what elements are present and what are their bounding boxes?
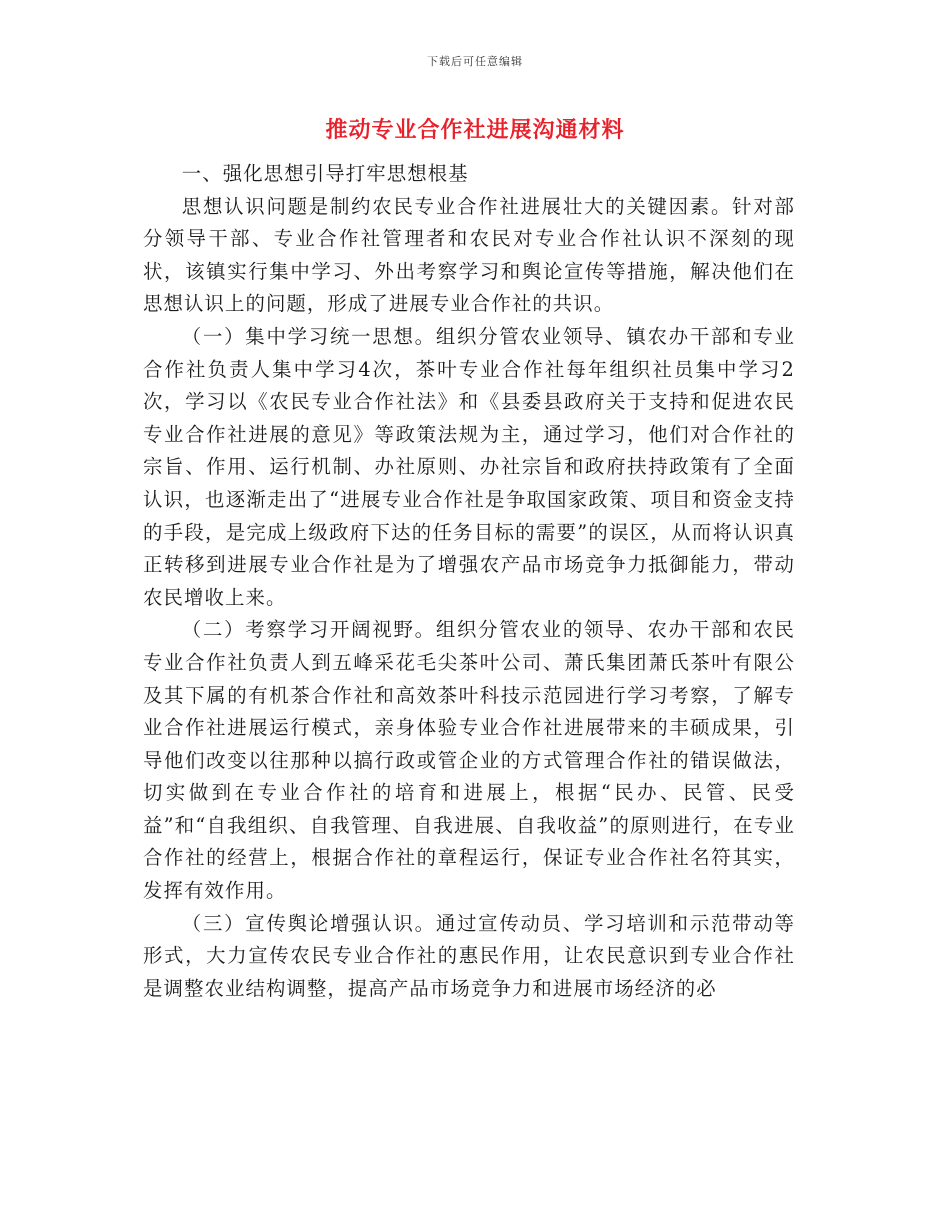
header-note: 下载后可任意编辑: [427, 55, 523, 68]
paragraph-intro: 思想认识问题是制约农民专业合作社进展壮大的关键因素。针对部分领导干部、专业合作社管理者和农民对专业合作社认识不深刻的现状，该镇实行集中学习、外出考察学习和舆论宣传等措施，解决他们在思想认识上的问题，形成了进展专业合作社的共识。: [143, 194, 795, 316]
paragraph-item-3: （三）宣传舆论增强认识。通过宣传动员、学习培训和示范带动等形式，大力宣传农民专业合作社的惠民作用，让农民意识到专业合作社是调整农业结构调整，提高产品市场竞争力和进展市场经济的必: [143, 911, 795, 1000]
document-title: 推动专业合作社进展沟通材料: [325, 118, 625, 143]
paragraph-item-1: （一）集中学习统一思想。组织分管农业领导、镇农办干部和专业合作社负责人集中学习4次，茶叶专业合作社每年组织社员集中学习2次，学习以《农民专业合作社法》和《县委县政府关于支持和促进农民专业合作社进展的意见》等政策法规为主，通过学习，他们对合作社的宗旨、作用、运行机制、办社原则、办社宗旨和政府扶持政策有了全面认识，也逐渐走出了“进展专业合作社是争取国家政策、项目和资金支持的手段，是完成上级政府下达的任务目标的需要”的误区，从而将认识真正转移到进展专业合作社是为了增强农产品市场竞争力抵御能力，带动农民增收上来。: [143, 324, 795, 609]
document-body: [143, 158, 795, 1005]
paragraph-item-2: （二）考察学习开阔视野。组织分管农业的领导、农办干部和农民专业合作社负责人到五峰采花毛尖茶叶公司、萧氏集团萧氏茶叶有限公及其下属的有机茶合作社和高效茶叶科技示范园进行学习考察，了解专业合作社进展运行模式，亲身体验专业合作社进展带来的丰硕成果，引导他们改变以往那种以搞行政或管企业的方式管理合作社的错误做法，切实做到在专业合作社的培育和进展上，根据“民办、民管、民受益”和“自我组织、自我管理、自我进展、自我收益”的原则进行，在专业合作社的经营上，根据合作社的章程运行，保证专业合作社名符其实，发挥有效作用。: [143, 618, 795, 903]
section-heading: 一、强化思想引导打牢思想根基: [181, 162, 469, 185]
